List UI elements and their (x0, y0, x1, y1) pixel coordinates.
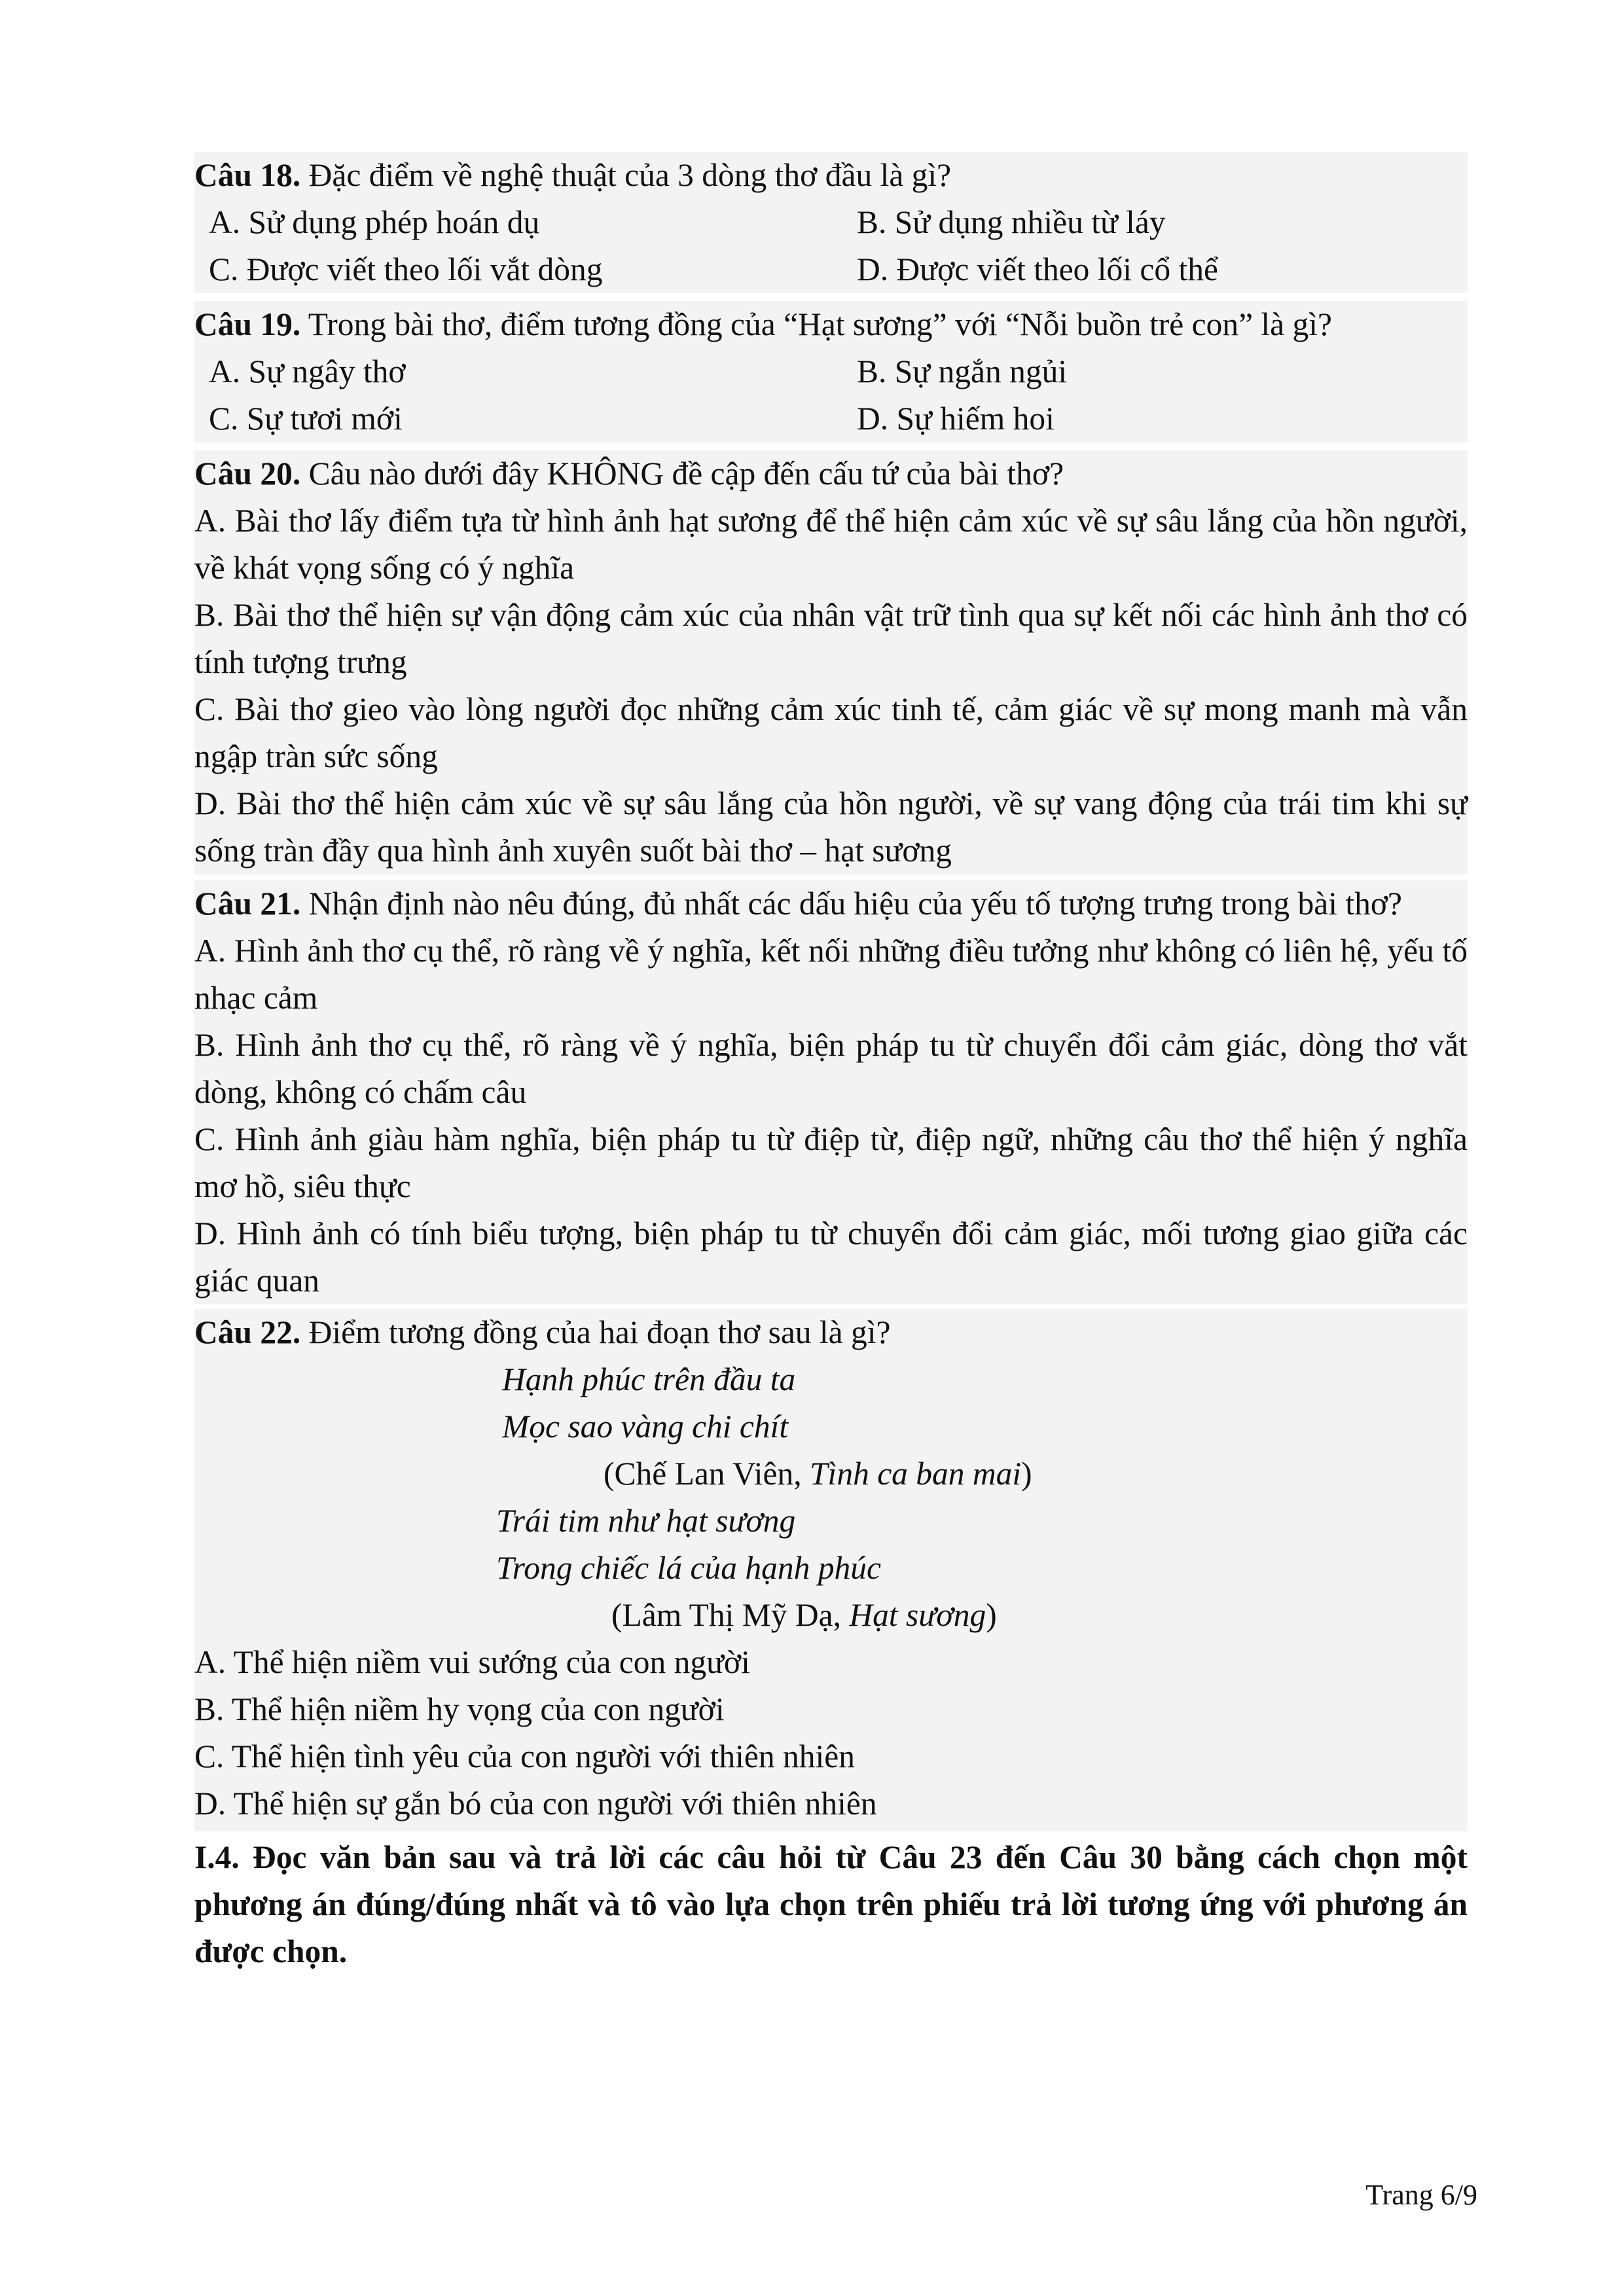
question-18-label: Câu 18. (194, 157, 301, 193)
option-c: C. Sự tươi mới (209, 401, 403, 437)
poem-2-line-2: Trong chiếc lá của hạnh phúc (496, 1550, 881, 1586)
option-d: D. Hình ảnh có tính biểu tượng, biện pháp tu từ chuyển đổi cảm giác, mối tương giao giữa các giác quan (194, 1215, 1468, 1299)
question-22-label: Câu 22. (194, 1314, 301, 1350)
option-b: B. Thể hiện niềm hy vọng của con người (194, 1691, 725, 1727)
question-20-stem (194, 450, 1468, 497)
option-b: B. Sử dụng nhiều từ láy (857, 204, 1166, 240)
question-22-options (194, 1639, 1468, 1827)
question-19-text: Trong bài thơ, điểm tương đồng của “Hạt sương” với “Nỗi buồn trẻ con” là gì? (300, 306, 1332, 342)
question-21-label: Câu 21. (194, 886, 301, 922)
question-19-options-row-2 (194, 395, 1468, 442)
citation-end: ) (1021, 1456, 1032, 1492)
option-a: A. Thể hiện niềm vui sướng của con người (194, 1644, 750, 1680)
poem-2-citation (611, 1592, 997, 1639)
option-d: D. Sự hiếm hoi (857, 401, 1055, 437)
option-c: C. Được viết theo lối vắt dòng (209, 251, 603, 287)
section-heading: I.4. Đọc văn bản sau và trả lời các câu hỏi từ Câu 23 đến Câu 30 bằng cách chọn một phương án đúng/đúng nhất và tô vào lựa chọn trên phiếu trả lời tương ứng với phương án được chọn. (194, 1839, 1468, 1969)
citation-work: Hạt sương (849, 1597, 986, 1633)
option-d: D. Bài thơ thể hiện cảm xúc về sự sâu lắng của hồn người, về sự vang động của trái tim khi sự sống tràn đầy qua hình ảnh xuyên suốt bài thơ – hạt sương (194, 785, 1468, 869)
poem-2-line-1: Trái tim như hạt sương (496, 1503, 796, 1539)
citation-work: Tình ca ban mai (810, 1456, 1022, 1492)
citation-author: (Chế Lan Viên, (604, 1456, 810, 1492)
question-19-options-row-1 (194, 348, 1468, 395)
option-c: C. Thể hiện tình yêu của con người với thiên nhiên (194, 1738, 855, 1774)
question-18-options-row-1 (194, 199, 1468, 246)
option-b: B. Hình ảnh thơ cụ thể, rõ ràng về ý nghĩa, biện pháp tu từ chuyển đổi cảm giác, dòng thơ vắt dòng, không có chấm câu (194, 1027, 1468, 1110)
option-d: D. Được viết theo lối cổ thể (857, 251, 1218, 287)
question-19 (194, 301, 1468, 442)
question-21-text: Nhận định nào nêu đúng, đủ nhất các dấu hiệu của yếu tố tượng trưng trong bài thơ? (300, 886, 1402, 922)
option-b: B. Bài thơ thể hiện sự vận động cảm xúc của nhân vật trữ tình qua sự kết nối các hình ảnh thơ có tính tượng trưng (194, 597, 1468, 680)
option-a: A. Sử dụng phép hoán dụ (209, 204, 540, 240)
question-19-stem (194, 301, 1468, 348)
question-20 (194, 450, 1468, 874)
question-19-label: Câu 19. (194, 306, 301, 342)
option-d: D. Thể hiện sự gắn bó của con người với thiên nhiên (194, 1785, 877, 1821)
poem-1-line-1: Hạnh phúc trên đầu ta (502, 1361, 796, 1397)
option-a: A. Sự ngây thơ (209, 353, 406, 389)
question-18-text: Đặc điểm về nghệ thuật của 3 dòng thơ đầu là gì? (300, 157, 952, 193)
page-number: Trang 6/9 (1365, 2179, 1477, 2211)
option-a: A. Bài thơ lấy điểm tựa từ hình ảnh hạt sương để thể hiện cảm xúc về sự sâu lắng của hồn người, về khát vọng sống có ý nghĩa (194, 503, 1468, 586)
question-20-text: Câu nào dưới đây KHÔNG đề cập đến cấu tứ của bài thơ? (300, 456, 1064, 492)
option-c: C. Hình ảnh giàu hàm nghĩa, biện pháp tu từ điệp từ, điệp ngữ, những câu thơ thể hiện ý nghĩa mơ hồ, siêu thực (194, 1121, 1468, 1204)
question-22 (194, 1309, 1468, 1831)
option-b: B. Sự ngắn ngủi (857, 353, 1068, 389)
option-c: C. Bài thơ gieo vào lòng người đọc những cảm xúc tinh tế, cảm giác về sự mong manh mà vẫn ngập tràn sức sống (194, 691, 1468, 774)
question-22-text: Điểm tương đồng của hai đoạn thơ sau là gì? (300, 1314, 891, 1350)
poem-1-citation (604, 1450, 1032, 1498)
citation-end: ) (986, 1597, 997, 1633)
question-21-stem (194, 880, 1468, 927)
question-21 (194, 880, 1468, 1304)
question-18-options-row-2 (194, 246, 1468, 293)
citation-author: (Lâm Thị Mỹ Dạ, (611, 1597, 850, 1633)
option-a: A. Hình ảnh thơ cụ thể, rõ ràng về ý nghĩa, kết nối những điều tưởng như không có liên hệ, yếu tố nhạc cảm (194, 933, 1468, 1016)
poem-1-line-2: Mọc sao vàng chi chít (502, 1408, 789, 1444)
question-18 (194, 152, 1468, 293)
question-18-stem (194, 152, 1468, 199)
question-20-label: Câu 20. (194, 456, 301, 492)
question-22-stem (194, 1309, 1468, 1356)
